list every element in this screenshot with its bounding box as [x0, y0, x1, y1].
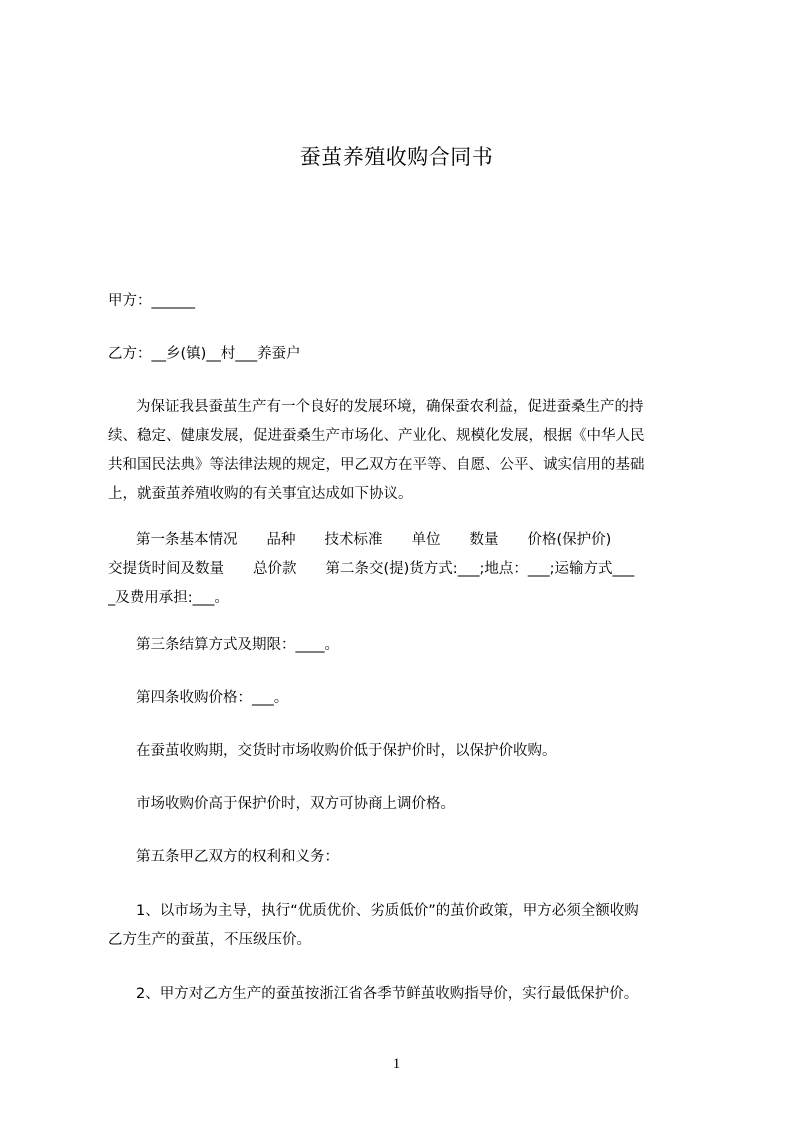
preamble-line: 续、稳定、健康发展，促进蚕桑生产市场化、产业化、规模化发展，根据《中华人民 — [108, 428, 645, 444]
price-rule-1: 在蚕茧收购期，交货时市场收购价低于保护价时，以保护价收购。 — [136, 743, 557, 759]
party-b-line: 乙方：__乡(镇)__村___养蚕户 — [108, 346, 301, 362]
article-5-line: 第五条甲乙双方的权利和义务： — [136, 849, 339, 865]
article-5-item-1 — [108, 897, 703, 955]
preamble-line: 共和国民法典》等法律法规的规定，甲乙双方在平等、自愿、公平、诚实信用的基础 — [108, 457, 645, 473]
preamble-line: 上，就蚕茧养殖收购的有关事宜达成如下协议。 — [108, 486, 413, 502]
item-1-line: 1、以市场为主导，执行“优质优价、劣质低价”的茧价政策，甲方必须全额收购 — [136, 903, 639, 919]
article-1-line: 交提货时间及数量 总价款 第二条交(提)货方式:___;地点：___;运输方式___ — [108, 561, 635, 577]
article-1-paragraph — [108, 526, 703, 613]
preamble-line: 为保证我县蚕茧生产有一个良好的发展环境，确保蚕农利益，促进蚕桑生产的持 — [136, 399, 644, 415]
article-1-line: 第一条基本情况 品种 技术标准 单位 数量 价格(保护价) — [136, 532, 612, 548]
party-a-line: 甲方：______ — [108, 293, 195, 309]
article-4-line: 第四条收购价格：___。 — [136, 690, 289, 706]
preamble-paragraph — [108, 393, 703, 509]
page-number: 1 — [392, 1056, 401, 1072]
item-1-line: 乙方生产的蚕茧，不压级压价。 — [108, 932, 311, 948]
article-3-line: 第三条结算方式及期限：____。 — [136, 637, 339, 653]
article-5-item-2: 2、甲方对乙方生产的蚕茧按浙江省各季节鲜茧收购指导价，实行最低保护价。 — [136, 986, 639, 1002]
article-1-line: _及费用承担:___。 — [108, 590, 229, 606]
document-title: 蚕茧养殖收购合同书 — [299, 145, 494, 169]
price-rule-2: 市场收购价高于保护价时，双方可协商上调价格。 — [136, 796, 455, 812]
